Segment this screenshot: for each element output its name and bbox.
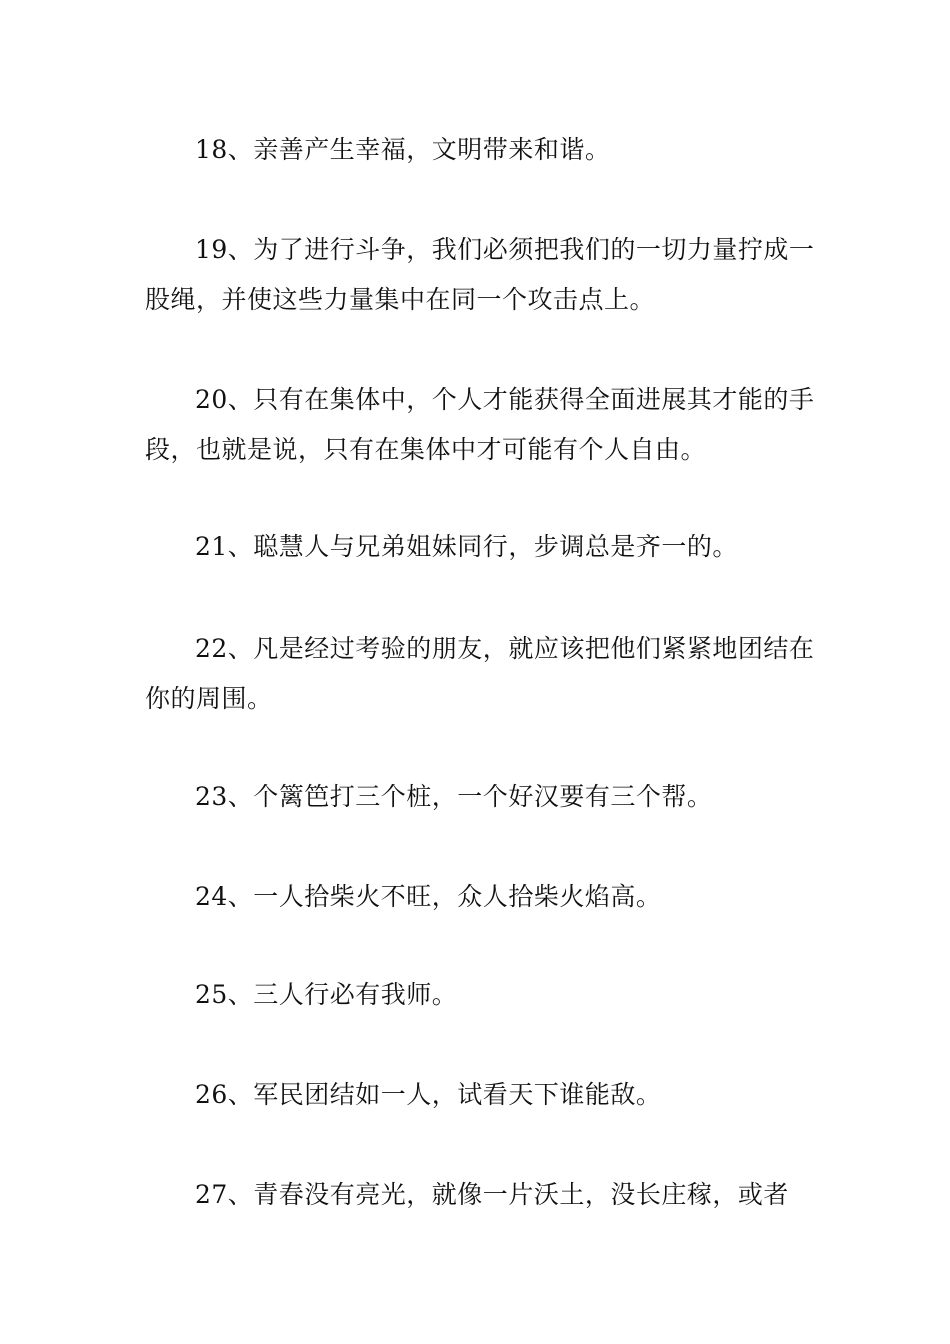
paragraph-23: 23、个篱笆打三个桩，一个好汉要有三个帮。 <box>195 782 713 811</box>
paragraph-25: 25、三人行必有我师。 <box>195 980 458 1009</box>
paragraph-27: 27、青春没有亮光，就像一片沃土，没长庄稼，或者 <box>195 1180 789 1209</box>
paragraph-20: 20、只有在集体中，个人才能获得全面进展其才能的手段，也就是说，只有在集体中才可能有个人自由。 <box>145 385 815 464</box>
paragraph-21: 21、聪慧人与兄弟姐妹同行，步调总是齐一的。 <box>195 532 738 561</box>
paragraph-19: 19、为了进行斗争，我们必须把我们的一切力量拧成一股绳，并使这些力量集中在同一个攻击点上。 <box>145 235 815 314</box>
paragraph-26: 26、军民团结如一人，试看天下谁能敌。 <box>195 1080 662 1109</box>
paragraph-18: 18、亲善产生幸福，文明带来和谐。 <box>195 135 611 164</box>
paragraph-22: 22、凡是经过考验的朋友，就应该把他们紧紧地团结在你的周围。 <box>145 634 815 713</box>
paragraph-24: 24、一人拾柴火不旺，众人拾柴火焰高。 <box>195 882 662 911</box>
